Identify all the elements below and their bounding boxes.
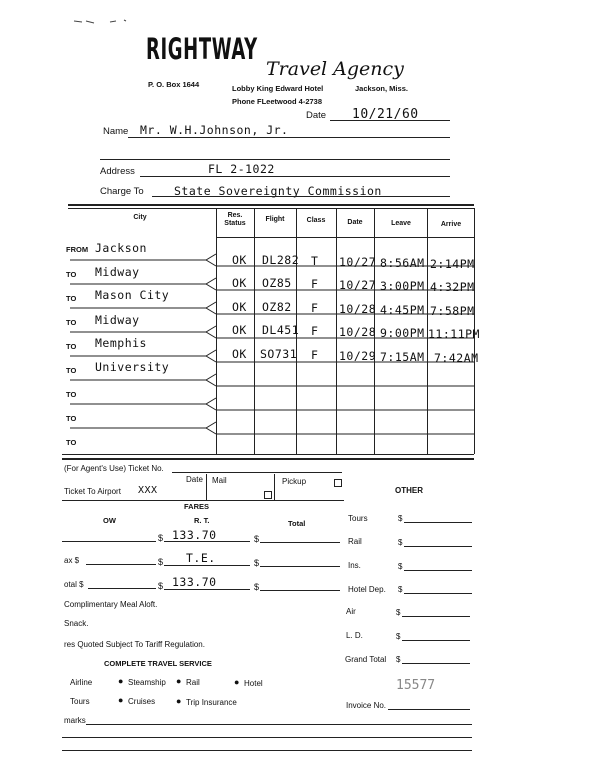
bullet-icon: ●: [118, 695, 124, 705]
other-rail: Rail: [348, 537, 362, 546]
tax-rt-dollar: $: [158, 557, 164, 567]
po-box: P. O. Box 1644: [148, 80, 200, 89]
total-label: Total: [288, 519, 306, 528]
row-flight: DL451: [262, 323, 300, 337]
to-label-6: TO: [66, 390, 77, 399]
tax-rt-line: [164, 565, 250, 566]
ticket-no-line: [172, 472, 342, 473]
other-hotel-line: [404, 593, 472, 594]
other-rail-line: [404, 546, 472, 547]
row-date: 10/28: [339, 325, 377, 339]
total-total-dollar: $: [254, 582, 260, 592]
total-ow-line: [88, 588, 156, 589]
agent-box-bottom: [62, 500, 344, 501]
row-arrive: 7:58PM: [430, 304, 475, 318]
pickup-label: Pickup: [282, 477, 307, 486]
tax-label: ax $: [64, 556, 80, 565]
header-date: Date: [347, 219, 363, 226]
other-label: OTHER: [395, 486, 423, 495]
row-class: F: [311, 301, 319, 315]
bullet-icon: ●: [118, 676, 124, 686]
header-class: Class: [306, 217, 326, 224]
row-flight: SO731: [260, 347, 298, 361]
fare-ow-line: [62, 541, 156, 542]
tax-total-dollar: $: [254, 558, 260, 568]
to-label-5: TO: [66, 366, 77, 375]
service-trip-insurance: Trip Insurance: [186, 698, 237, 707]
header-leave: Leave: [391, 220, 411, 227]
remarks-line-3: [62, 750, 472, 751]
header-arrive: Arrive: [440, 221, 462, 228]
to-label-3: TO: [66, 318, 77, 327]
invoice-line: [388, 709, 470, 710]
city-to-4: Memphis: [95, 336, 147, 350]
date-label: Date: [306, 110, 327, 121]
grand-total-line: [402, 663, 470, 664]
top-scribble: [72, 12, 132, 20]
bullet-icon: ●: [234, 677, 240, 687]
date-value: 10/21/60: [352, 107, 419, 122]
fare-total-dollar: $: [254, 534, 260, 544]
row-status: OK: [232, 300, 247, 314]
fare-rt-dollar: $: [158, 533, 164, 543]
other-hotel-dollar: $: [398, 585, 403, 594]
row-leave: 3:00PM: [380, 279, 425, 293]
service-airline: Airline: [70, 678, 93, 687]
row-leave: 9:00PM: [380, 326, 425, 340]
rt-label: R. T.: [194, 516, 210, 525]
row-date: 10/29: [339, 349, 377, 363]
service-steamship: Steamship: [128, 678, 166, 687]
row-status: OK: [232, 347, 247, 361]
other-ld-line: [402, 640, 470, 641]
row-status: OK: [232, 253, 247, 267]
bullet-icon: ●: [176, 696, 182, 706]
remarks-line-1: [86, 724, 472, 725]
total-rt-dollar: $: [158, 581, 164, 591]
city-to-2: Mason City: [95, 288, 170, 302]
row-leave: 4:45PM: [380, 303, 425, 317]
agent-date-label: Date: [186, 475, 203, 484]
table-top: [68, 204, 474, 206]
tax-rt-value: T.E.: [186, 551, 216, 565]
date-line: [330, 120, 450, 121]
header-flight: Flight: [265, 216, 285, 223]
to-label-1: TO: [66, 270, 77, 279]
row-flight: OZ85: [262, 276, 292, 290]
name-line-2: [100, 159, 450, 160]
row-arrive: 11:11PM: [428, 327, 480, 341]
row-date: 10/28: [339, 302, 377, 316]
address-line: [140, 176, 450, 177]
row-leave: 8:56AM: [380, 256, 425, 270]
service-rail: Rail: [186, 678, 200, 687]
other-ins: Ins.: [348, 561, 361, 570]
other-ld: L. D.: [346, 631, 363, 640]
agent-pickup-divider: [274, 474, 275, 500]
agents-use-label: (For Agent's Use) Ticket No.: [64, 464, 164, 473]
city-to-5: University: [95, 360, 170, 374]
row-status: OK: [232, 323, 247, 337]
tariff-note: res Quoted Subject To Tariff Regulation.: [64, 640, 205, 649]
city-from: Jackson: [95, 241, 147, 255]
service-title: COMPLETE TRAVEL SERVICE: [104, 659, 212, 668]
bullet-icon: ●: [176, 676, 182, 686]
other-ins-dollar: $: [398, 562, 403, 571]
other-ins-line: [404, 570, 472, 571]
city-to-3: Midway: [95, 313, 140, 327]
fares-title: FARES: [184, 502, 210, 511]
mail-checkbox[interactable]: [264, 491, 272, 499]
total-total-line: [260, 590, 340, 591]
service-hotel: Hotel: [244, 679, 263, 688]
total-row-label: otal $: [64, 580, 84, 589]
total-rt-value: 133.70: [172, 575, 217, 589]
grand-total-label: Grand Total: [345, 655, 387, 664]
table-bottom-2: [62, 458, 474, 460]
service-tours: Tours: [70, 697, 90, 706]
row-flight: OZ82: [262, 300, 292, 314]
hotel-address: Lobby King Edward Hotel: [232, 84, 324, 93]
snack-note: Snack.: [64, 619, 89, 628]
pickup-checkbox[interactable]: [334, 479, 342, 487]
row-flight: DL282: [262, 253, 300, 267]
header-city: City: [133, 214, 147, 221]
ticket-to-airport-mark: XXX: [138, 485, 158, 496]
tax-total-line: [260, 566, 340, 567]
header-res-status: Res. Status: [224, 212, 246, 227]
invoice-label: Invoice No.: [346, 701, 387, 710]
remarks-line-2: [62, 737, 472, 738]
name-label: Name: [103, 126, 129, 137]
city-to-1: Midway: [95, 265, 140, 279]
phone: Phone FLeetwood 4-2738: [232, 97, 323, 106]
to-label-4: TO: [66, 342, 77, 351]
row-arrive: 7:42AM: [434, 351, 479, 365]
other-air: Air: [346, 607, 356, 616]
agency-name: Travel Agency: [266, 58, 404, 80]
table-bottom: [62, 454, 474, 455]
total-rt-line: [164, 589, 250, 590]
other-hotel-dep: Hotel Dep.: [348, 585, 386, 594]
remarks-label: marks: [64, 716, 86, 725]
agent-date-divider: [206, 474, 207, 500]
to-label-2: TO: [66, 294, 77, 303]
other-ld-dollar: $: [396, 632, 401, 641]
meal-note: Complimentary Meal Aloft.: [64, 600, 158, 609]
fare-rt-line: [164, 541, 250, 542]
city-address: Jackson, Miss.: [355, 84, 408, 93]
row-leave: 7:15AM: [380, 350, 425, 364]
row-date: 10/27: [339, 278, 377, 292]
row-class: F: [311, 348, 319, 362]
grand-total-dollar: $: [396, 655, 401, 664]
name-value: Mr. W.H.Johnson, Jr.: [140, 123, 289, 137]
row-arrive: 2:14PM: [430, 257, 475, 271]
row-class: T: [311, 254, 319, 268]
service-cruises: Cruises: [128, 697, 156, 706]
row-arrive: 4:32PM: [430, 280, 475, 294]
row-status: OK: [232, 276, 247, 290]
ticket-to-airport-label: Ticket To Airport: [64, 487, 121, 496]
from-label: FROM: [66, 245, 89, 254]
brand-logo: RIGHTWAY: [146, 32, 258, 66]
other-tours-line: [404, 522, 472, 523]
name-line: [128, 137, 450, 138]
other-air-dollar: $: [396, 608, 401, 617]
row-class: F: [311, 324, 319, 338]
tax-ow-line: [86, 564, 156, 565]
charge-value: State Sovereignty Commission: [174, 184, 382, 198]
mail-label: Mail: [212, 476, 227, 485]
fare-total-line: [260, 542, 340, 543]
fare-rt-value: 133.70: [172, 528, 217, 542]
invoice-stamp: 15577: [396, 678, 436, 693]
other-rail-dollar: $: [398, 538, 403, 547]
other-air-line: [402, 616, 470, 617]
row-class: F: [311, 277, 319, 291]
ow-label: OW: [103, 516, 116, 525]
other-tours: Tours: [348, 514, 368, 523]
address-label: Address: [100, 166, 135, 177]
address-value: FL 2-1022: [208, 162, 275, 176]
table-top-2: [68, 208, 474, 209]
charge-line: [152, 196, 450, 197]
row-date: 10/27: [339, 255, 377, 269]
to-label-8: TO: [66, 438, 77, 447]
other-tours-dollar: $: [398, 514, 403, 523]
charge-label: Charge To: [100, 186, 144, 197]
to-label-7: TO: [66, 414, 77, 423]
